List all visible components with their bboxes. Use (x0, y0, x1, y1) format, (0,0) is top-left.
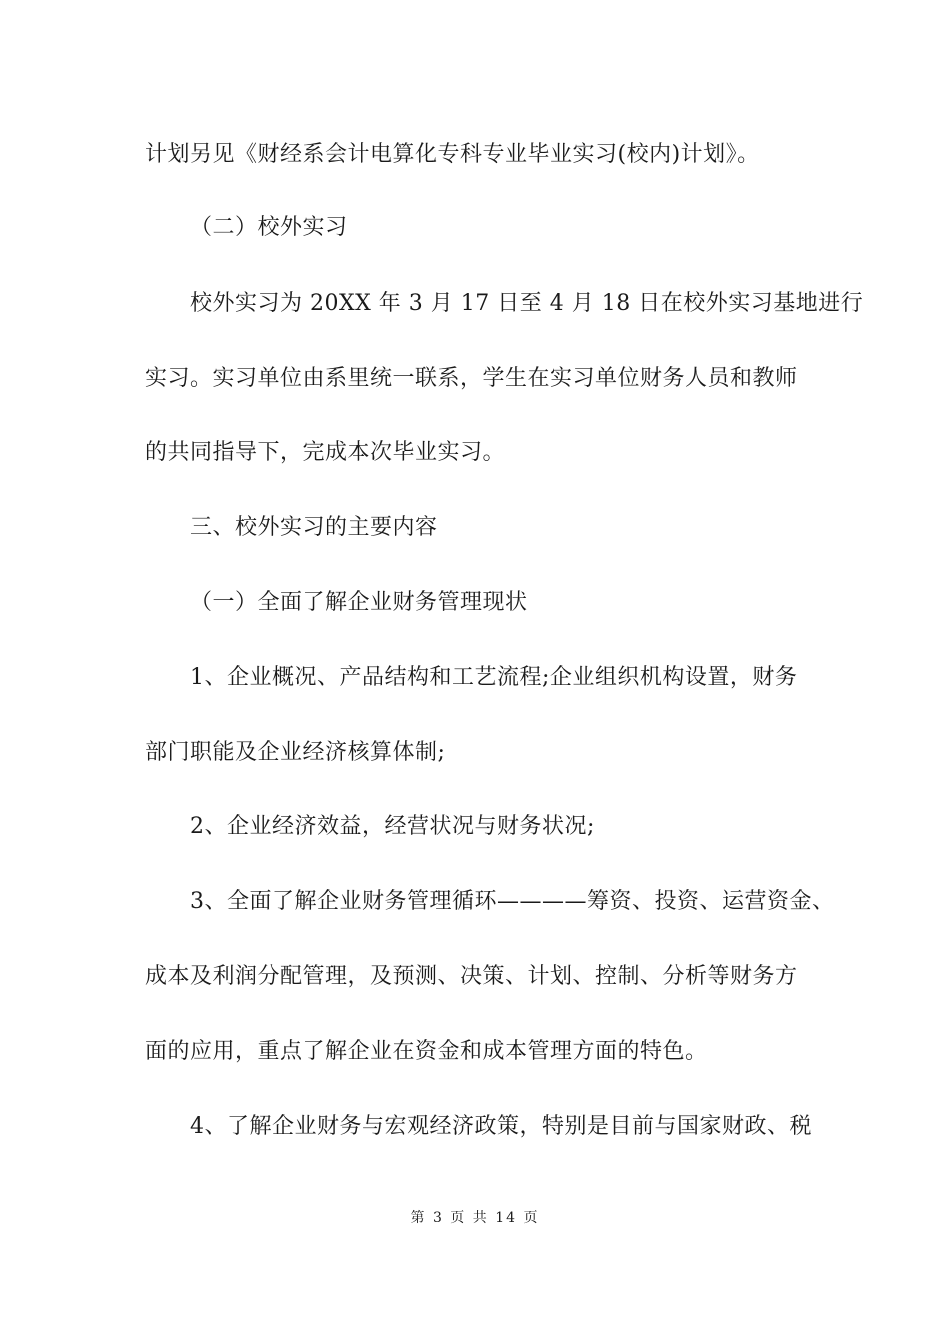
paragraph-line: 的共同指导下，完成本次毕业实习。 (145, 440, 506, 465)
page-number-footer: 第 3 页 共 14 页 (410, 1210, 540, 1226)
paragraph-line: 面的应用，重点了解企业在资金和成本管理方面的特色。 (145, 1039, 708, 1064)
section-heading: 三、校外实习的主要内容 (190, 515, 438, 540)
section-heading: （二）校外实习 (190, 215, 348, 240)
list-item: 4、了解企业财务与宏观经济政策，特别是目前与国家财政、税 (190, 1114, 812, 1139)
paragraph-line: 部门职能及企业经济核算体制; (145, 740, 446, 765)
paragraph-line: 计划另见《财经系会计电算化专科专业毕业实习(校内)计划》。 (145, 142, 760, 167)
section-heading: （一）全面了解企业财务管理现状 (190, 590, 528, 615)
paragraph-line: 成本及利润分配管理，及预测、决策、计划、控制、分析等财务方 (145, 964, 798, 989)
paragraph-line: 校外实习为 20XX 年 3 月 17 日至 4 月 18 日在校外实习基地进行 (190, 291, 864, 316)
list-item: 3、全面了解企业财务管理循环————筹资、投资、运营资金、 (190, 889, 835, 914)
list-item: 1、企业概况、产品结构和工艺流程;企业组织机构设置，财务 (190, 665, 798, 690)
list-item: 2、企业经济效益，经营状况与财务状况; (190, 814, 595, 839)
paragraph-line: 实习。实习单位由系里统一联系，学生在实习单位财务人员和教师 (145, 366, 798, 391)
